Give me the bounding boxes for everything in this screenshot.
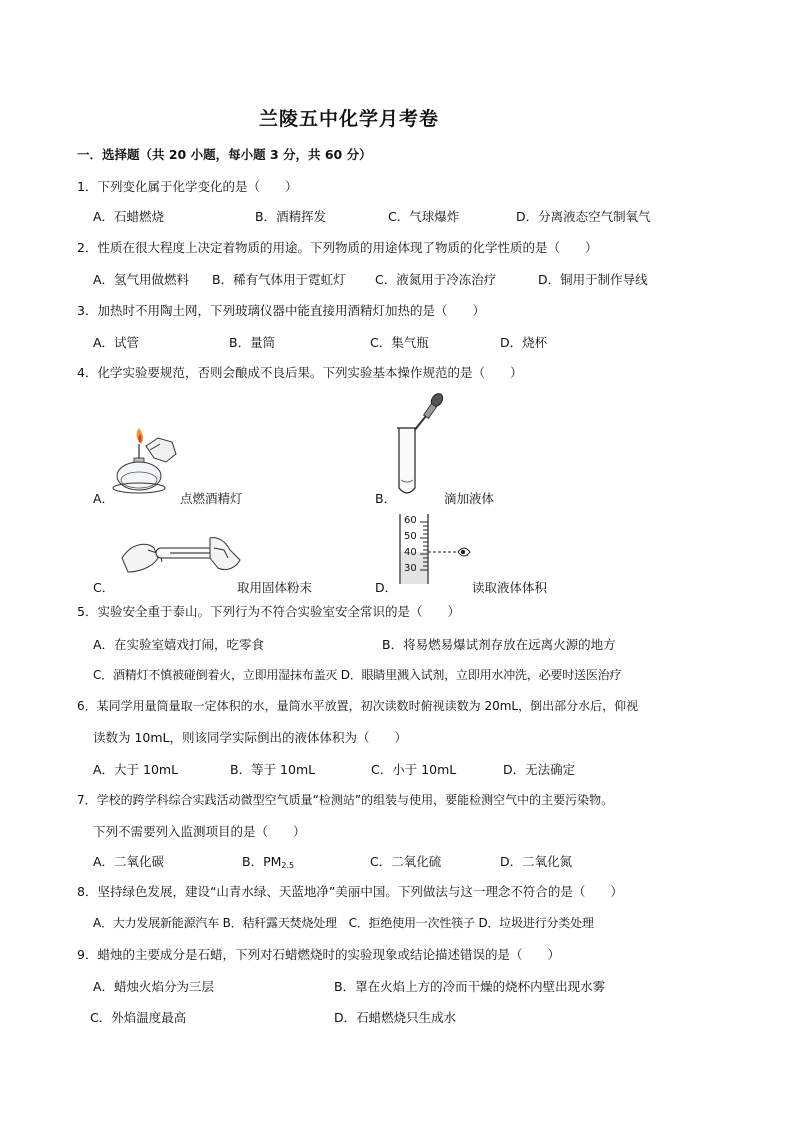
question-1-stem: 1．下列变化属于化学变化的是（ ） bbox=[77, 179, 298, 194]
question-2-stem: 2．性质在很大程度上决定着物质的用途。下列物质的用途体现了物质的化学性质的是（ ） bbox=[77, 240, 598, 255]
q4-option-c: C． bbox=[93, 580, 115, 595]
q9-option-a: A．蜡烛火焰分为三层 bbox=[93, 979, 215, 994]
q7-option-a: A．二氧化碳 bbox=[93, 854, 165, 869]
scale-label-40: 40 bbox=[404, 547, 417, 558]
q1-option-d: D．分离液态空气制氧气 bbox=[516, 209, 651, 224]
q2-option-b: B．稀有气体用于霓虹灯 bbox=[212, 272, 346, 287]
q4-option-b: B． bbox=[375, 491, 397, 506]
alcohol-lamp-image bbox=[110, 428, 190, 498]
q7-option-d: D．二氧化氮 bbox=[500, 854, 573, 869]
q9-option-d: D．石蜡燃烧只生成水 bbox=[334, 1010, 457, 1025]
question-5-stem: 5．实验安全重于泰山。下列行为不符合实验室安全常识的是（ ） bbox=[77, 604, 460, 619]
dropper-test-tube-image bbox=[395, 392, 455, 500]
q1-option-b: B．酒精挥发 bbox=[255, 209, 327, 224]
q3-option-c: C．集气瓶 bbox=[370, 335, 429, 350]
q7-option-c: C．二氧化硫 bbox=[370, 854, 442, 869]
q3-option-a: A．试管 bbox=[93, 335, 140, 350]
q4-option-c-caption: 取用固体粉末 bbox=[237, 580, 313, 595]
question-4-stem: 4．化学实验要规范，否则会酿成不良后果。下列实验基本操作规范的是（ ） bbox=[77, 365, 523, 380]
q4-option-a-caption: 点燃酒精灯 bbox=[180, 491, 243, 506]
question-3-stem: 3．加热时不用陶土网，下列玻璃仪器中能直接用酒精灯加热的是（ ） bbox=[77, 303, 485, 318]
scale-label-60: 60 bbox=[404, 515, 417, 526]
question-8-stem: 8．坚持绿色发展，建设“山青水绿、天蓝地净”美丽中国。下列做法与这一理念不符合的是（ ） bbox=[77, 884, 623, 899]
scale-label-50: 50 bbox=[404, 531, 417, 542]
q6-option-a: A．大于 10mL bbox=[93, 762, 179, 777]
scale-label-30: 30 bbox=[404, 563, 417, 574]
q1-option-a: A．石蜡燃烧 bbox=[93, 209, 165, 224]
q6-option-d: D．无法确定 bbox=[503, 762, 576, 777]
q7-option-b: B．$PM_{2.5}$ bbox=[242, 854, 295, 870]
q5-option-b: B．将易燃易爆试剂存放在远离火源的地方 bbox=[382, 637, 616, 652]
q5-option-a: A．在实验室嬉戏打闹，吃零食 bbox=[93, 637, 265, 652]
q2-option-d: D．铜用于制作导线 bbox=[538, 272, 648, 287]
question-9-stem: 9．蜡烛的主要成分是石蜡，下列对石蜡燃烧时的实验现象或结论描述错误的是（ ） bbox=[77, 947, 560, 962]
q4-option-a: A． bbox=[93, 491, 115, 506]
q3-option-b: B．量筒 bbox=[229, 335, 276, 350]
section-heading: 一．选择题（共 20 小题，每小题 3 分，共 60 分） bbox=[77, 147, 372, 162]
q1-option-c: C．气球爆炸 bbox=[388, 209, 460, 224]
q4-option-d: D． bbox=[375, 580, 398, 595]
q9-option-c: C．外焰温度最高 bbox=[90, 1010, 187, 1025]
q6-option-b: B．等于 10mL bbox=[230, 762, 316, 777]
q4-option-d-caption: 读取液体体积 bbox=[472, 580, 548, 595]
page-title: 兰陵五中化学月考卷 bbox=[258, 108, 439, 130]
question-7-stem: 7．学校的跨学科综合实践活动微型空气质量“检测站”的组装与使用，要能检测空气中的主要污染物。 bbox=[77, 793, 614, 807]
q5-option-cd: C．酒精灯不慎被碰倒着火，立即用湿抹布盖灭 D．眼睛里溅入试剂，立即用水冲洗，必要时送医治疗 bbox=[93, 668, 622, 682]
q2-option-c: C．液氮用于冷冻治疗 bbox=[375, 272, 497, 287]
q4-option-b-caption: 滴加液体 bbox=[444, 491, 495, 506]
question-6-stem-cont: 读数为 10mL，则该同学实际倒出的液体体积为（ ） bbox=[93, 730, 408, 745]
q3-option-d: D．烧杯 bbox=[500, 335, 548, 350]
question-7-stem-cont: 下列不需要列入监测项目的是（ ） bbox=[93, 824, 306, 839]
q6-option-c: C．小于 10mL bbox=[371, 762, 457, 777]
q2-option-a: A．氢气用做燃料 bbox=[93, 272, 190, 287]
q9-option-b: B．罩在火焰上方的冷而干燥的烧杯内壁出现水雾 bbox=[334, 979, 606, 994]
q8-options: A．大力发展新能源汽车 B．秸秆露天焚烧处理 C．拒绝使用一次性筷子 D．垃圾进行分类处理 bbox=[93, 916, 594, 930]
question-6-stem: 6．某同学用量筒量取一定体积的水，量筒水平放置，初次读数时俯视读数为 20mL，倒出部分水后，仰视 bbox=[77, 699, 639, 713]
powder-test-tube-image bbox=[118, 528, 246, 584]
